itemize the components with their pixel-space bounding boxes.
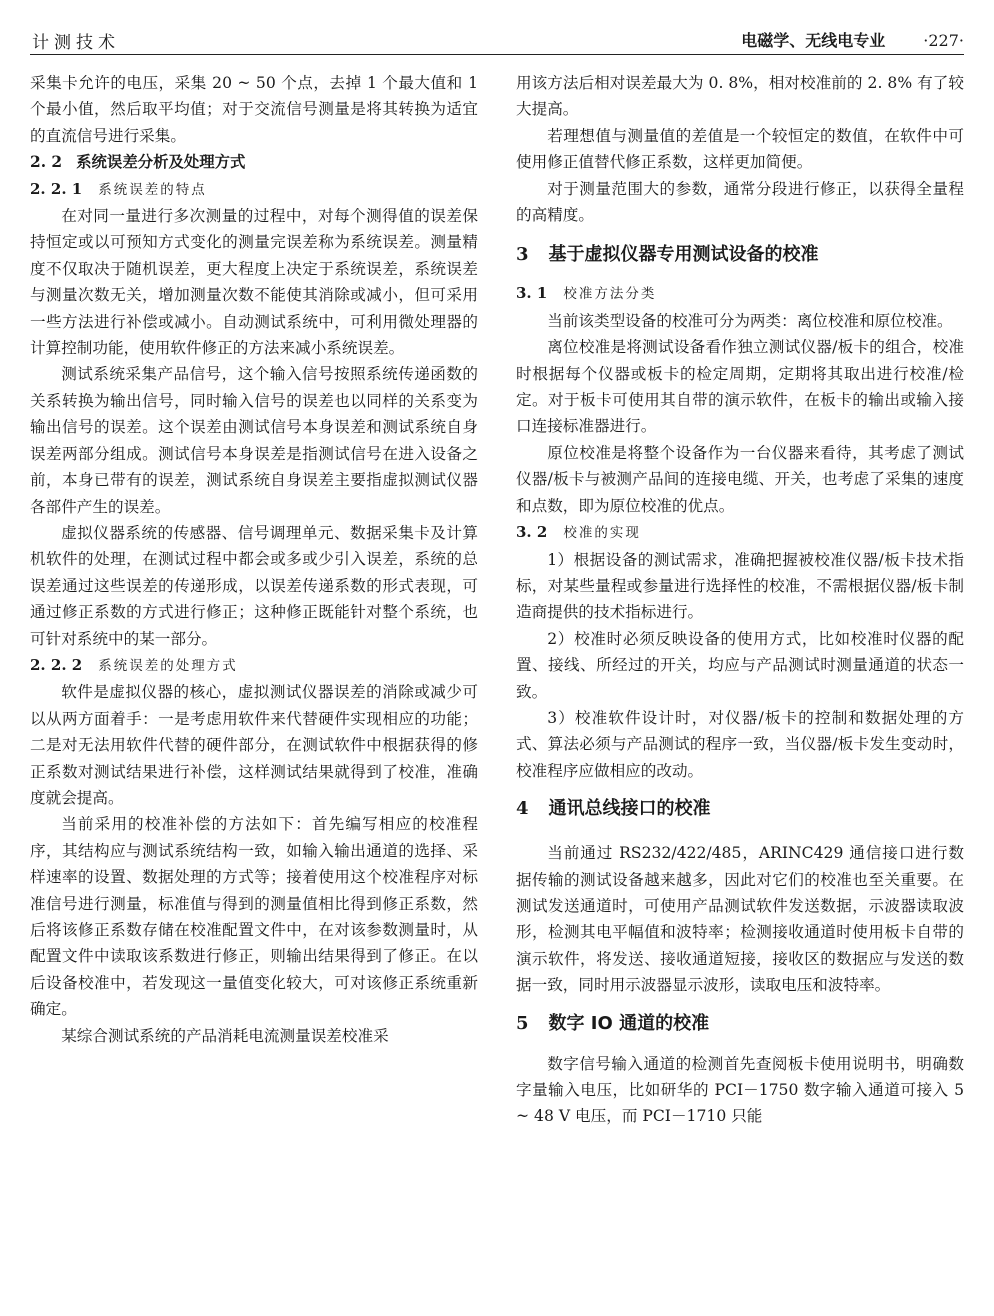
paragraph: 原位校准是将整个设备作为一台仪器来看待，其考虑了测试仪器/板卡与被测产品间的连接电缆、开关，也考虑了采集的速度和点数，即为原位校准的优点。 bbox=[516, 443, 964, 515]
paragraph: 离位校准是将测试设备看作独立测试仪器/板卡的组合，校准时根据每个仪器或板卡的检定周期，定期将其取出进行校准/检定。对于板卡可使用其自带的演示软件，在板卡的输出或输入接口连接标准器进行。 bbox=[516, 338, 964, 436]
paragraph: 若理想值与测量值的差值是一个较恒定的数值，在软件中可使用修正值替代修正系数，这样更加简便。 bbox=[516, 126, 964, 172]
paragraph: 测试系统采集产品信号，这个输入信号按照系统传递函数的关系转换为输出信号，同时输入信号的误差也以同样的关系变为输出信号的误差。这个误差由测试信号本身误差和测试系统自身误差两部分组成。测试信号本身误差是指测试信号在进入设备之前，本身已带有的误差，测试系统自身误差主要指虚拟测试仪器各部件产生的误差。 bbox=[30, 365, 478, 516]
section-heading-2-2: 2. 2 系统误差分析及处理方式 bbox=[30, 153, 246, 172]
paragraph: 3）校准软件设计时，对仪器/板卡的控制和数据处理的方式、算法必须与产品测试的程序一致，当仪器/板卡发生变动时，校准程序应做相应的改动。 bbox=[516, 708, 964, 780]
right-column bbox=[516, 70, 964, 1130]
paragraph: 当前采用的校准补偿的方法如下：首先编写相应的校准程序，其结构应与测试系统结构一致，如输入输出通道的选择、采样速率的设置、数据处理的方式等；接着使用这个校准程序对标准信号进行测量，标准值与得到的测量值相比得到修正系数，然后将该修正系数存储在校准配置文件中，在对该参数测量时，从配置文件中读取该系数进行修正，则输出结果得到了修正。在以后设备校准中，若发现这一量值变化较大，可对该修正系统重新确定。 bbox=[30, 815, 478, 1019]
paragraph: 虚拟仪器系统的传感器、信号调理单元、数据采集卡及计算机软件的处理，在测试过程中都会或多或少引入误差，系统的总误差通过这些误差的传递形成，以误差传递系数的形式表现，可通过修正系数的方式进行修正；这种修正既能针对整个系统，也可针对系统中的某一部分。 bbox=[30, 523, 478, 648]
left-column bbox=[30, 70, 478, 1049]
section-name: 电磁学、无线电专业 bbox=[741, 31, 886, 50]
running-header bbox=[30, 28, 964, 55]
paragraph: 当前该类型设备的校准可分为两类：离位校准和原位校准。 bbox=[547, 311, 953, 330]
header-right bbox=[741, 28, 964, 51]
section-heading-3-2: 3. 2 校准的实现 bbox=[516, 523, 641, 542]
section-heading-3: 3 基于虚拟仪器专用测试设备的校准 bbox=[516, 244, 819, 266]
section-heading-2-2-1: 2. 2. 1 系统误差的特点 bbox=[30, 179, 207, 198]
paragraph: 1）根据设备的测试需求，准确把握被校准仪器/板卡技术指标，对某些量程或参量进行选择性的校准，不需根据仪器/板卡制造商提供的技术指标进行。 bbox=[516, 550, 964, 622]
section-heading-3-1: 3. 1 校准方法分类 bbox=[516, 284, 657, 303]
paragraph: 用该方法后相对误差最大为 0. 8%，相对校准前的 2. 8% 有了较大提高。 bbox=[516, 74, 964, 119]
paragraph: 采集卡允许的电压，采集 20 ~ 50 个点，去掉 1 个最大值和 1 个最小值，然后取平均值；对于交流信号测量是将其转换为适宜的直流信号进行采集。 bbox=[30, 74, 478, 145]
page-number: ·227· bbox=[923, 31, 964, 50]
paragraph: 对于测量范围大的参数，通常分段进行修正，以获得全量程的高精度。 bbox=[516, 179, 964, 225]
paragraph: 某综合测试系统的产品消耗电流测量误差校准采 bbox=[61, 1026, 389, 1045]
paragraph: 数字信号输入通道的检测首先查阅板卡使用说明书，明确数字量输入电压，比如研华的 PCI－1750 数字输入通道可接入 5 ~ 48 V 电压，而 PCI－1710 只能 bbox=[516, 1054, 964, 1126]
section-heading-2-2-2: 2. 2. 2 系统误差的处理方式 bbox=[30, 655, 238, 674]
journal-name: 计测技术 bbox=[32, 33, 120, 53]
paragraph: 软件是虚拟仪器的核心，虚拟测试仪器误差的消除或减少可以从两方面着手：一是考虑用软件来代替硬件实现相应的功能；二是对无法用软件代替的硬件部分，在测试软件中根据获得的修正系数对测试结果进行补偿，这样测试结果就得到了校准，准确度就会提高。 bbox=[30, 683, 478, 807]
paragraph: 在对同一量进行多次测量的过程中，对每个测得值的误差保持恒定或以可预知方式变化的测量完误差称为系统误差。测量精度不仅取决于随机误差，更大程度上决定于系统误差，系统误差与测量次数无关，增加测量次数不能使其消除或减小，但可采用一些方法进行补偿或减小。自动测试系统中，可利用微处理器的计算控制功能，使用软件修正的方法来减小系统误差。 bbox=[30, 207, 478, 358]
paragraph: 2）校准时必须反映设备的使用方式，比如校准时仪器的配置、接线、所经过的开关，均应与产品测试时测量通道的状态一致。 bbox=[516, 629, 964, 701]
paragraph: 当前通过 RS232/422/485，ARINC429 通信接口进行数据传输的测试设备越来越多，因此对它们的校准也至关重要。在测试发送通道时，可使用产品测试软件发送数据，示波器读取波形，检测其电平幅值和波特率；检测接收通道时使用板卡自带的演示软件，将发送、接收通道短接，接收区的数据应与发送的数据一致，同时用示波器显示波形，读取电压和波特率。 bbox=[516, 844, 964, 995]
section-heading-4: 4 通讯总线接口的校准 bbox=[516, 798, 711, 820]
section-heading-5: 5 数字 IO 通道的校准 bbox=[516, 1012, 710, 1034]
